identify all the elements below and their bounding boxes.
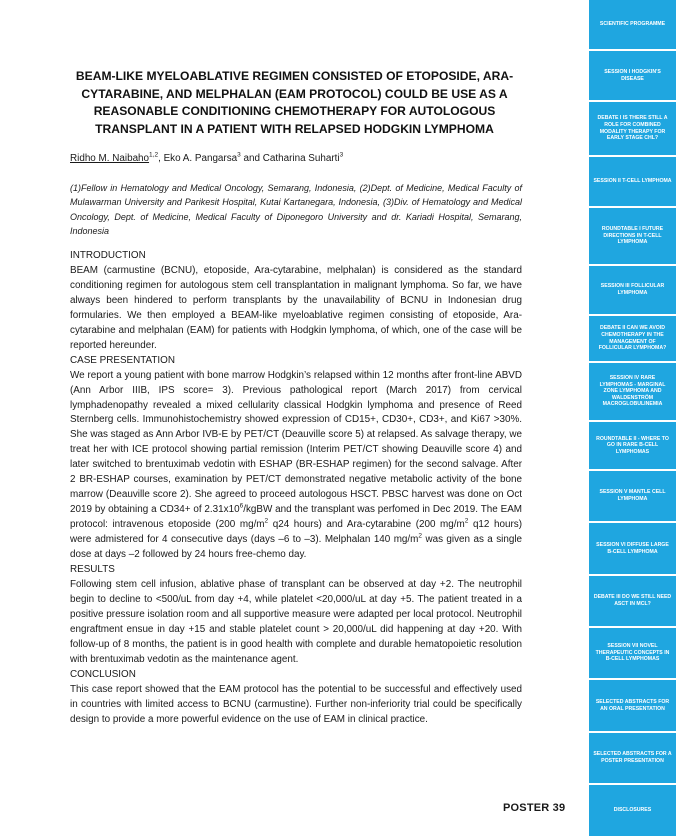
section-sidebar	[589, 0, 676, 836]
sidebar-item-label: SESSION VI DIFFUSE LARGE B-CELL LYMPHOMA	[596, 541, 669, 555]
sidebar-item-label: DEBATE III DO WE STILL NEED ASCT IN MCL?	[593, 594, 672, 607]
case-text-e: was given as a single dose at days –2 followed by 24 hours free-chemo day.	[70, 534, 523, 561]
sidebar-item-label: SESSION V MANTLE CELL LYMPHOMA	[599, 489, 666, 502]
sidebar-item-session-4[interactable]	[589, 363, 676, 420]
case-text-b: /kgBW and the transplant was perfomed in Dec 2019. The EAM protocol: intravenous etoposide (200 mg/m	[70, 504, 523, 531]
sidebar-item-session-1[interactable]	[589, 51, 676, 100]
conclusion-heading: CONCLUSION	[70, 668, 136, 680]
paper-title: BEAM-LIKE MYELOABLATIVE REGIMEN CONSISTED OF ETOPOSIDE, ARA-CYTARABINE, AND MELPHALAN (EAM PROTOCOL) COULD BE USE AS A REASONABLE CONDITIONING CHEMOTHERAPY FOR AUTOLOGOUS TRANSPLANT IN A PATIENT WITH RELAPSED HODGKIN LYMPHOMA	[75, 69, 514, 136]
sidebar-item-debate-1[interactable]	[589, 102, 676, 155]
case-presentation-heading: CASE PRESENTATION	[70, 354, 175, 366]
sidebar-item-label: ROUNDTABLE II - WHERE TO GO IN RARE B-CELL LYMPHOMAS	[596, 435, 669, 455]
sidebar-item-debate-2[interactable]	[589, 316, 676, 361]
results-text: Following stem cell infusion, ablative phase of transplant can be observed at day +2. The neutrophil begin to decline to <500/uL from day +4, while platelet <20,000/uL at day +5. The patient treated in a positive pressure isolation room and all supportive measure were adapted per local protocol. Neutrophil engraftment ensue in day +15 and stable platelet count > 20,000/uL did happening at day +20. With follow-up of 8 months, the patient is in good health with complete and durable hematopoietic resolution with brentuximab vedotin as the maintenance agent.	[70, 578, 522, 665]
author-third-affil-ref: 3	[339, 151, 344, 159]
author-third: and Catharina Suharti	[240, 153, 340, 164]
case-sup-3: 2	[464, 517, 469, 525]
sidebar-item-session-3[interactable]	[589, 266, 676, 314]
sidebar-item-selected-oral[interactable]	[589, 680, 676, 731]
sidebar-item-label: DISCLOSURES	[613, 807, 652, 814]
sidebar-item-label: SCIENTIFIC PROGRAMME	[599, 21, 666, 28]
conclusion-text: This case report showed that the EAM protocol has the potential to be successful and effectively used in countries with limited access to BCNU (carmustine). Further non-inferiority trial could be specifically design to provide a more powerful evidence on the use of EAM in clinical practice.	[70, 683, 522, 725]
case-sup-1: 6	[239, 502, 244, 510]
author-list	[70, 152, 343, 165]
results-heading: RESULTS	[70, 564, 115, 576]
sidebar-item-roundtable-2[interactable]	[589, 422, 676, 469]
paper-body	[70, 249, 522, 728]
sidebar-item-debate-3[interactable]	[589, 576, 676, 626]
sidebar-item-label: SELECTED ABSTRACTS FOR AN ORAL PRESENTATION	[595, 698, 670, 712]
sidebar-item-disclosures[interactable]	[589, 785, 676, 836]
sidebar-item-label: SELECTED ABSTRACTS FOR A POSTER PRESENTATION	[593, 751, 672, 764]
sidebar-item-scientific-programme[interactable]	[589, 0, 676, 49]
case-text-d: q12 hours) were admistered for 4 consecutive days (days –6 to –3). Melphalan 140 mg/m	[70, 519, 522, 546]
sidebar-item-roundtable-1[interactable]	[589, 208, 676, 264]
case-presentation-text	[70, 369, 522, 563]
case-sup-2: 2	[264, 517, 269, 525]
author-first-affil-ref: 1,2	[149, 151, 159, 159]
author-first: Ridho M. Naibaho	[70, 153, 150, 164]
sidebar-item-label: SESSION II T-CELL LYMPHOMA	[593, 178, 672, 185]
sidebar-item-label: ROUNDTABLE I FUTURE DIRECTIONS IN T-CELL LYMPHOMA	[601, 226, 664, 246]
sidebar-item-session-6[interactable]	[589, 523, 676, 574]
sidebar-item-session-5[interactable]	[589, 471, 676, 521]
sidebar-item-label: SESSION I HODGKIN'S DISEASE	[604, 68, 661, 82]
introduction-text: BEAM (carmustine (BCNU), etoposide, Ara-cytarabine, melphalan) is considered as the standard conditioning regimen for autologous stem cell transplantation in malignant lymphoma. So far, we have always been hindered to perform transplants by the unavailability of BCNU in Indonesian drug formularies. We then employed a BEAM-like myeloablative regimen consisting of etoposide, Ara-cytarabine and melphalan (EAM) for patients with Hodgkin lymphoma, of which, one of the case will be reported hereunder.	[70, 264, 522, 351]
author-second: , Eko A. Pangarsa	[158, 153, 238, 164]
sidebar-item-label: SESSION VII NOVEL THERAPEUTIC CONCEPTS IN B-CELL LYMPHOMAS	[595, 643, 670, 663]
sidebar-item-label: DEBATE II CAN WE AVOID CHEMOTHERAPY IN THE MANAGEMENT OF FOLLICULAR LYMPHOMA?	[598, 325, 667, 352]
sidebar-item-session-7[interactable]	[589, 628, 676, 678]
poster-number: POSTER 39	[503, 802, 566, 814]
sidebar-item-label: SESSION IV RARE LYMPHOMAS - MARGINAL ZONE LYMPHOMA AND WALDENSTRÖM MACROGLOBULINEMIA	[599, 375, 666, 408]
sidebar-item-label: SESSION III FOLLICULAR LYMPHOMA	[600, 283, 665, 296]
sidebar-item-session-2[interactable]	[589, 157, 676, 206]
sidebar-item-selected-poster[interactable]	[589, 733, 676, 783]
case-text-a: We report a young patient with bone marrow Hodgkin’s relapsed within 12 months after front-line ABVD (Ann Arbor IIIB, IPS score= 3). Previous pathological report (March 2017) from cervical lymphadenopathy revealed a mixed cellularity classical Hodgkin lymphoma and presence of Reed Sternberg cells. Immunohistochemistry showed expression of CD15+, CD30+, CD3+, and Ki67 >30%. She was staged as Ann Arbor IVB-E by PET/CT (Deauville score 5) at relapsed. As salvage therapy, we treat her with ICE protocol showing partial remission (Interim PET/CT showing Deauville score 4) and later switched to brentuximab vedotin with ESHAP (BR-ESHAP regimen) for the second salvage. After 2 BR-ESHAP courses, examination by PET/CT demonstrated negative metabolic activity of the bone marrow (Deauville score 2). She agreed to proceed autologous HSCT. PBSC harvest was done on Oct 2019 by obtaining a CD34+ of 2.31x10	[70, 369, 522, 516]
author-second-affil-ref: 3	[237, 151, 241, 159]
case-text-c: q24 hours) and Ara-cytarabine (200 mg/m	[268, 519, 465, 531]
sidebar-item-label: DEBATE I IS THERE STILL A ROLE FOR COMBINED MODALITY THERAPY FOR EARLY STAGE CHL?	[597, 115, 668, 142]
introduction-heading: INTRODUCTION	[70, 250, 146, 261]
case-sup-4: 2	[418, 532, 423, 540]
affiliations: (1)Fellow in Hematology and Medical Oncology, Semarang, Indonesia, (2)Dept. of Medicine, Medical Faculty of Mulawarman University and Parikesit Hospital, Kutai Kartanegara, Indonesia, (3)Div. of Hematology and Medical Oncology, Dept. of Medicine, Medical Faculty of Diponegoro University and dr. Kariadi Hospital, Semarang, Indonesia	[70, 183, 522, 236]
